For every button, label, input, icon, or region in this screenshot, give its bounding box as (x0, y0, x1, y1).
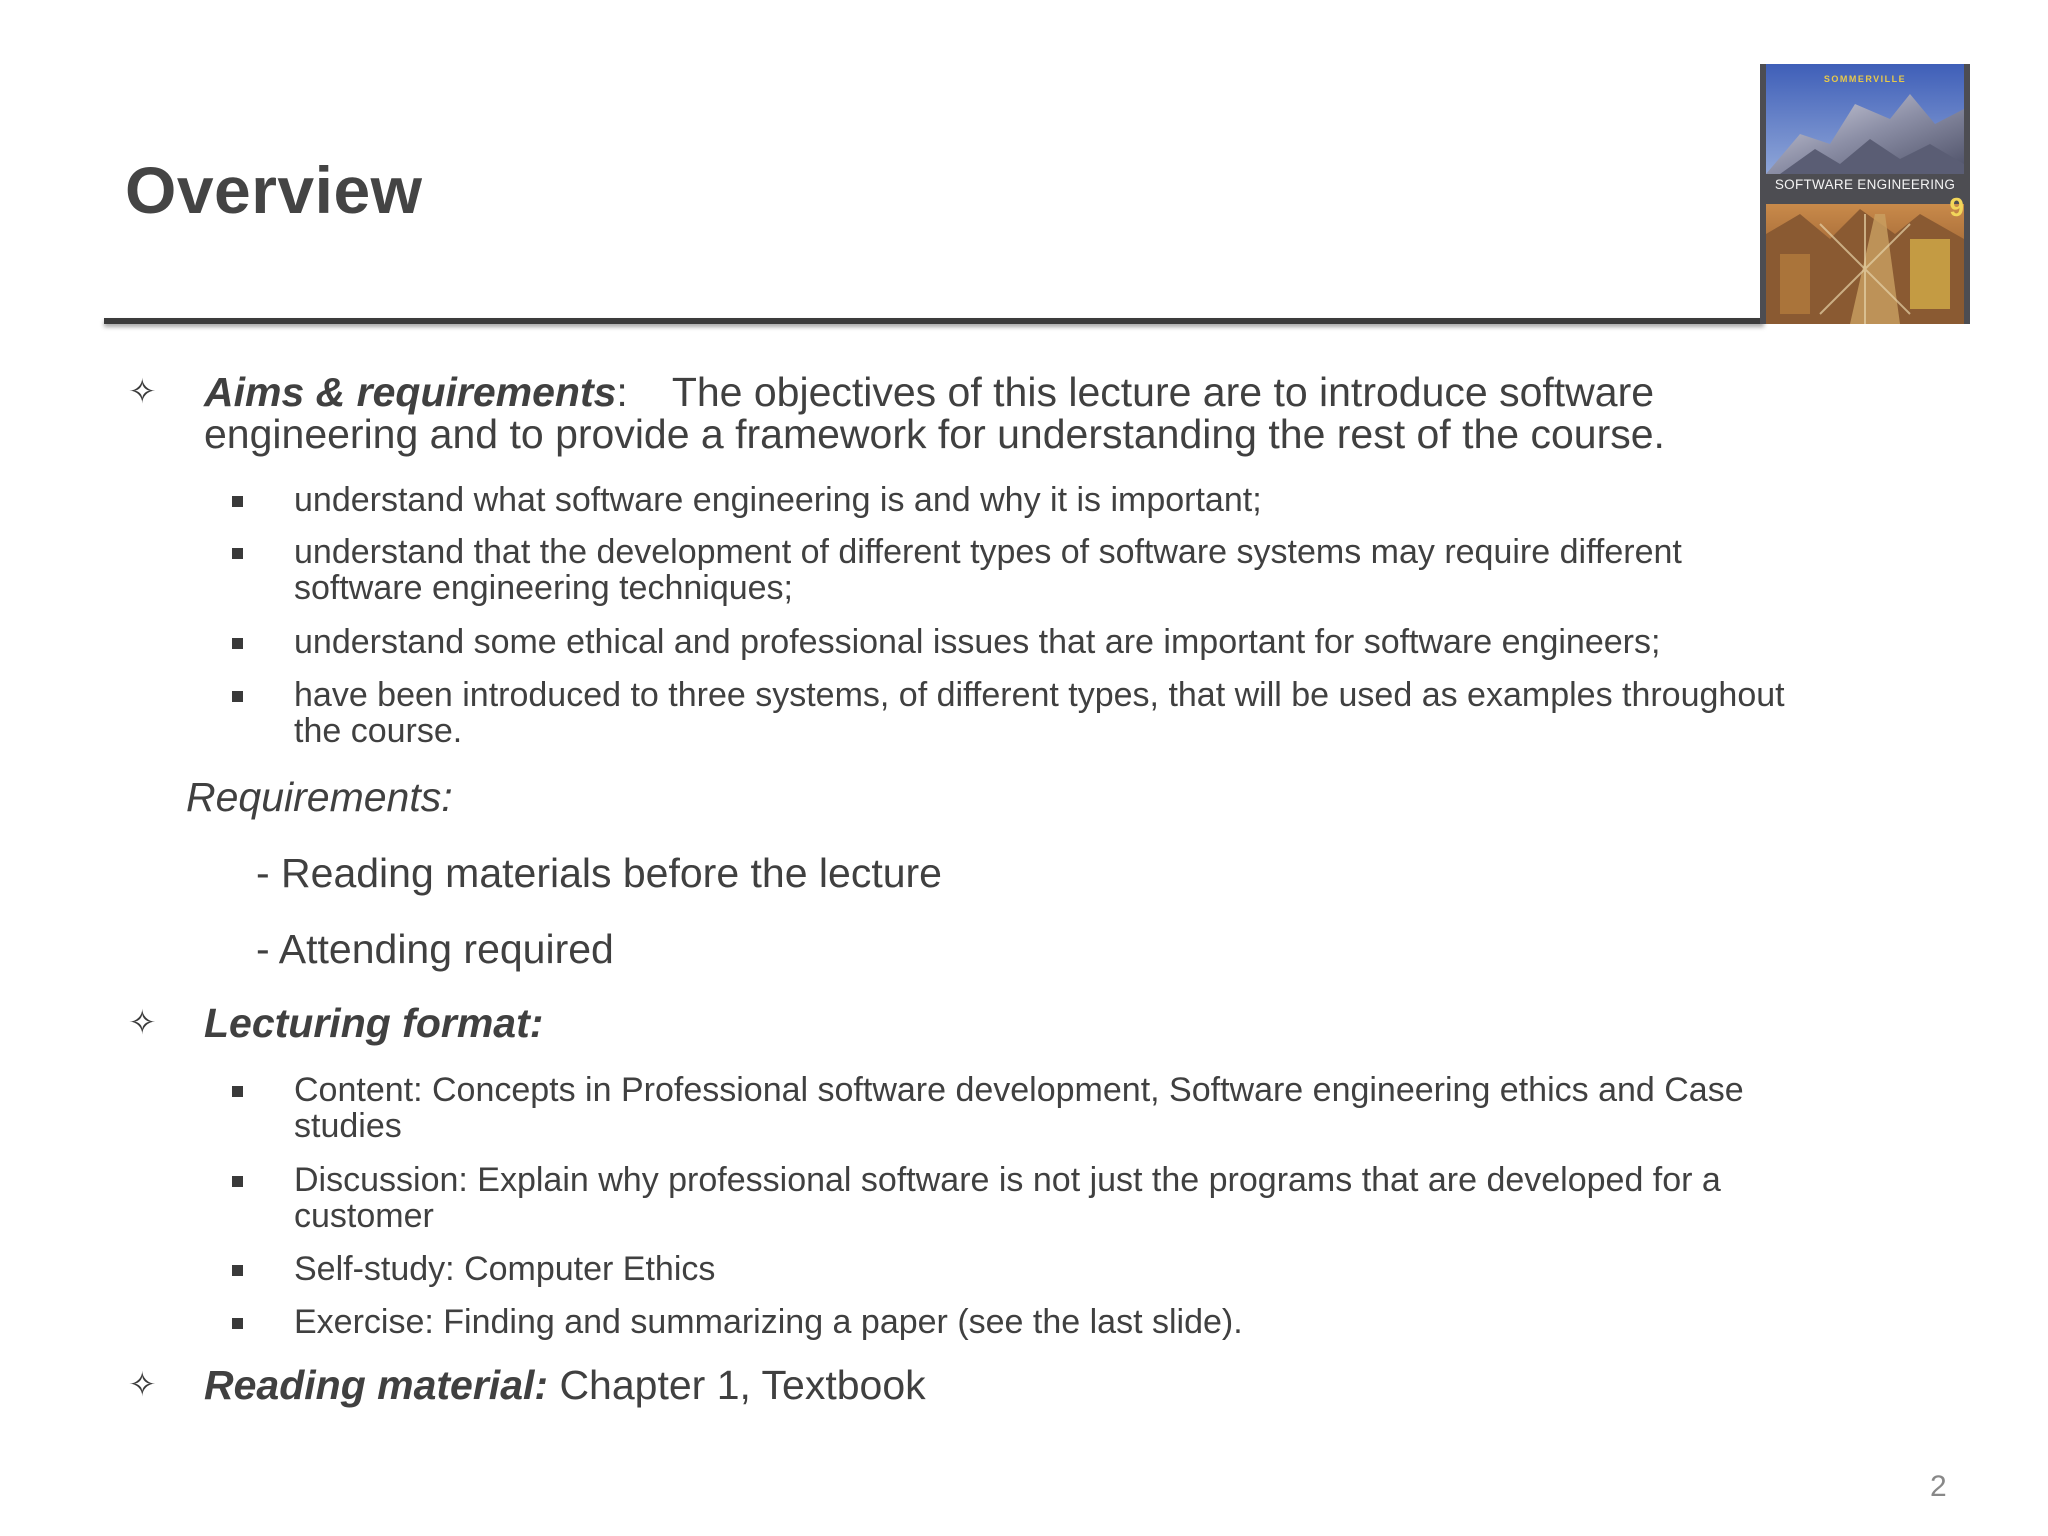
lecturing-item-text-cont: customer (294, 1197, 434, 1235)
square-bullet-icon (232, 1265, 243, 1276)
requirements-heading: Requirements: (186, 774, 453, 820)
aims-item (294, 534, 1954, 606)
aims-text-line1: The objectives of this lecture are to introduce software (671, 369, 1655, 415)
four-point-star-icon: ✧ (128, 373, 157, 411)
square-bullet-icon (232, 548, 243, 559)
slide-title: Overview (125, 153, 423, 227)
aims-item-text: understand what software engineering is and why it is important; (294, 481, 1262, 519)
aims-item (294, 624, 1954, 660)
reading-text: Chapter 1, Textbook (548, 1362, 926, 1408)
lecturing-item-text-cont: studies (294, 1107, 402, 1145)
lecturing-item (294, 1072, 1954, 1144)
bullet-reading-material (128, 1362, 1764, 1408)
square-bullet-icon (232, 691, 243, 702)
square-bullet-icon (232, 638, 243, 649)
lecturing-item-text: Exercise: Finding and summarizing a paper (see the last slide). (294, 1303, 1243, 1341)
square-bullet-icon (232, 496, 243, 507)
lecturing-item (294, 1162, 1954, 1234)
reading-lead: Reading material: (204, 1362, 549, 1408)
page-number: 2 (1930, 1470, 1947, 1503)
lecturing-lead: Lecturing format: (204, 1000, 544, 1046)
four-point-star-icon: ✧ (128, 1004, 157, 1042)
aims-separator: : (616, 369, 628, 415)
aims-item-text: understand that the development of different types of software systems may require different (294, 533, 1682, 571)
aims-text-line2: engineering and to provide a framework for understanding the rest of the course. (204, 411, 1665, 457)
cover-title: SOFTWARE ENGINEERING (1774, 177, 1956, 192)
requirement-item: - Reading materials before the lecture (256, 850, 942, 896)
requirement-item: - Attending required (256, 926, 614, 972)
aims-item-text-cont: the course. (294, 712, 463, 750)
cover-author: SOMMERVILLE (1823, 74, 1907, 84)
lecturing-item (294, 1304, 1954, 1340)
lecturing-item-text: Content: Concepts in Professional software development, Software engineering ethics and Case (294, 1071, 1744, 1109)
cover-edition: 9 (1949, 192, 1964, 222)
aims-item-text-cont: software engineering techniques; (294, 569, 793, 607)
bullet-aims (128, 369, 1764, 457)
four-point-star-icon: ✧ (128, 1366, 157, 1404)
aims-item (294, 482, 1954, 518)
aims-item-text: have been introduced to three systems, of different types, that will be used as examples throughout (294, 676, 1785, 714)
lecturing-item (294, 1251, 1954, 1287)
aims-item-text: understand some ethical and professional issues that are important for software engineers; (294, 623, 1661, 661)
bullet-lecturing-format (128, 1000, 1764, 1046)
square-bullet-icon (232, 1086, 243, 1097)
aims-item (294, 677, 1954, 749)
lecturing-item-text: Self-study: Computer Ethics (294, 1250, 716, 1288)
lecturing-item-text: Discussion: Explain why professional software is not just the programs that are developed for a (294, 1161, 1721, 1199)
aims-lead: Aims & requirements (204, 369, 617, 415)
square-bullet-icon (232, 1318, 243, 1329)
square-bullet-icon (232, 1176, 243, 1187)
